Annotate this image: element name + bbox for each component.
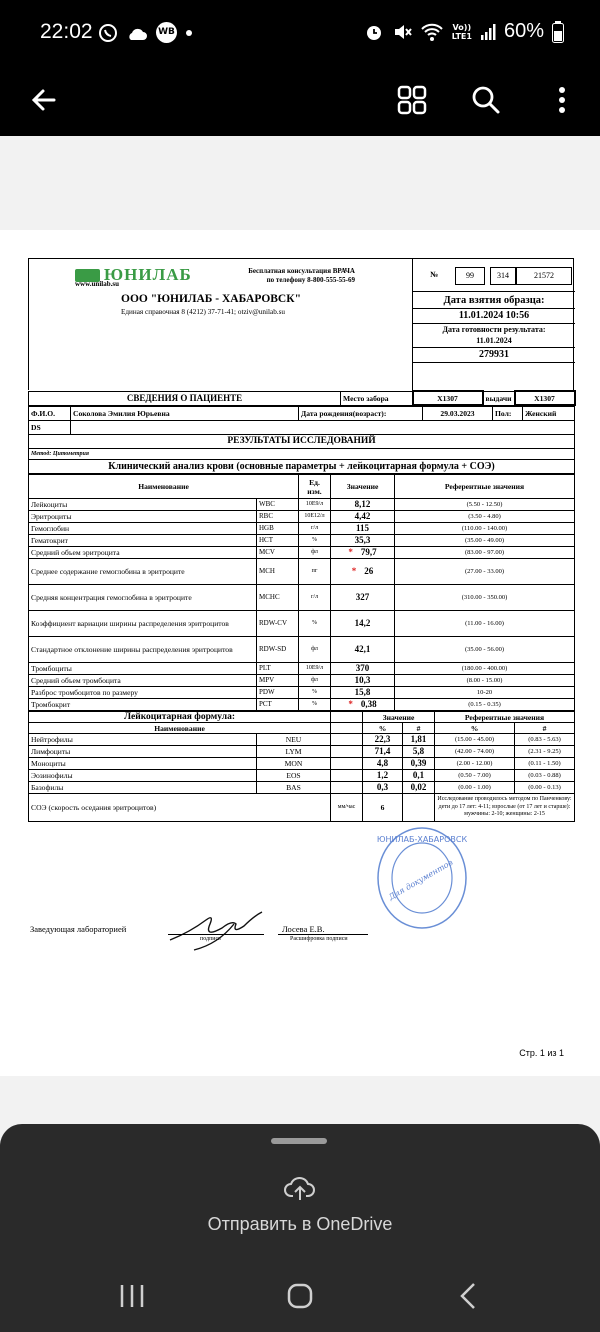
- alarm-icon: [364, 22, 384, 42]
- nav-bar: [0, 1258, 600, 1332]
- battery-icon: [552, 21, 564, 43]
- result-value: 14,2: [354, 618, 371, 628]
- recents-icon[interactable]: [112, 1278, 152, 1314]
- page-number: Стр. 1 из 1: [519, 1048, 564, 1058]
- lab-report: [28, 258, 574, 1058]
- result-row: Гемоглобин HGB г/л 115 (110.00 - 140.00): [29, 523, 575, 535]
- svg-text:ЮНИЛАБ-ХАБАРОВСК: ЮНИЛАБ-ХАБАРОВСК: [376, 835, 468, 844]
- result-row: Средний объем тромбоцита MPV фл 10,3 (8.00 - 15.00): [29, 675, 575, 687]
- leuko-row: Базофилы BAS 0,3 0,02 (0.00 - 1.00) (0.00 - 0.13): [29, 782, 575, 794]
- patient-table: СВЕДЕНИЯ О ПАЦИЕНТЕ Место забора X1307 выдачи X1307: [28, 390, 576, 406]
- mute-icon: [392, 22, 412, 42]
- sample-box: № 99 314 21572 Дата взятия образца: 11.01.2024 10:56 Дата готовности результата: 11.01.2024 279931: [412, 259, 575, 391]
- wifi-icon: [420, 22, 444, 42]
- num3: 21572: [516, 267, 572, 285]
- back-arrow-icon[interactable]: [20, 76, 68, 124]
- clock: 22:02: [40, 20, 93, 43]
- svg-text:Для документов: Для документов: [387, 857, 455, 902]
- handwritten-signature-icon: [164, 898, 264, 958]
- result-value: 327: [355, 592, 370, 602]
- document-page[interactable]: [0, 230, 600, 1076]
- result-value: 4,42: [354, 511, 371, 521]
- abnormal-flag: *: [348, 547, 353, 557]
- leuko-row: Эозинофилы EOS 1,2 0,1 (0.50 - 7.00) (0.03 - 0.88): [29, 770, 575, 782]
- unilab-logo: ЮНИЛАБ: [75, 265, 192, 285]
- result-row: Разброс тромбоцитов по размеру PDW % 15,8 10-20: [29, 687, 575, 699]
- result-row: Среднее содержание гемоглобина в эритроците MCH пг * 26 (27.00 - 33.00): [29, 559, 575, 585]
- result-row: Гематокрит HCT % 35,3 (35.00 - 49.00): [29, 535, 575, 547]
- org-contacts: Единая справочная 8 (4212) 37-71-41; otziv@unilab.su: [121, 308, 285, 316]
- result-row: Коэффициент вариации ширины распределения эритроцитов RDW-CV % 14,2 (11.00 - 16.00): [29, 611, 575, 637]
- barcode-number: 279931: [479, 349, 509, 360]
- analysis-title: Клинический анализ крови (основные параметры + лейкоцитарная формула + СОЭ): [29, 460, 575, 474]
- wb-badge-icon: WB: [156, 22, 177, 43]
- results-header: РЕЗУЛЬТАТЫ ИССЛЕДОВАНИЙ: [29, 435, 575, 449]
- cloud-upload-icon[interactable]: [284, 1174, 316, 1202]
- num1: 99: [455, 267, 485, 285]
- back-icon[interactable]: [448, 1278, 488, 1314]
- result-row: Лейкоциты WBC 10E9/л 8,12 (5.50 - 12.50): [29, 499, 575, 511]
- result-row: Средняя концентрация гемоглобина в эритроците MCHC г/л 327 (310.00 - 350.00): [29, 585, 575, 611]
- leuko-table: Лейкоцитарная формула: Значение Референтные значения Наименование % # % # Нейтрофилы NEU 22,3 1,81 (15.00 - 45.00) (0.83 - 5.63) Лимфоциты LYM 71,4 5,8 (42.00 - 74.00) (2.31 - 9.25) Моноциты MON 4,8 0,39 (2.00 - 12.00) (0.11 - 1.50) Эозинофилы EOS 1,2 0,1 (0.50 - 7.00) (0.03 - 0.88) Базофилы BAS 0,3 0,02 (0.00 - 1.00) (0.00 - 0.13) СОЭ (скорость оседания эритроцитов) мм/час 6 Исследование проводилось методом по Панченкову: дети до 17 лет: 4-11; взрослые (от 17 лет и старше): мужчины: 2-10; женщины: 2-15: [28, 711, 575, 822]
- num2: 314: [490, 267, 516, 285]
- result-value: 0,38: [360, 699, 377, 709]
- results-table: Наименование Ед. изм. Значение Референтные значения Лейкоциты WBC 10E9/л 8,12 (5.50 - 12.50) Эритроциты RBC 10E12/л 4,42 (3.50 - 4.80) Гемоглобин HGB г/л 115 (110.00 - 140.00) Гематокрит HCT % 35,3 (35.00 - 49.00) Средний объем эритроцита MCV фл * 79,7 (83.00 - 97.00) Среднее содержание гемоглобина в эритроците MCH пг * 26 (27.00 - 33.00) Средняя концентрация гемоглобина в эритроците MCHC г/л 327 (310.00 - 350.00) Коэффициент вариации ширины распределения эритроцитов RDW-CV % 14,2 (11.00 - 16.00) Стандартное отклонение ширины распределения эритроцитов RDW-SD фл 42,1 (35.00 - 56.00) Тромбоциты PLT 10E9/л 370 (180.00 - 400.00) Средний объем тромбоцита MPV фл 10,3 (8.00 - 15.00) Разброс тромбоцитов по размеру PDW % 15,8 10-20 Тромбокрит PCT % * 0,38 (0.15 - 0.35): [28, 474, 575, 711]
- result-row: Тромбокрит PCT % * 0,38 (0.15 - 0.35): [29, 699, 575, 711]
- cloud-icon: [126, 25, 148, 41]
- logo-url: www.unilab.su: [75, 280, 119, 288]
- abnormal-flag: *: [348, 699, 353, 709]
- result-value: 15,8: [354, 687, 371, 697]
- search-icon[interactable]: [462, 76, 510, 124]
- consult-text: Бесплатная консультация ВРАЧА по телефону 8-800-555-55-69: [248, 267, 355, 284]
- grid-view-icon[interactable]: [388, 76, 436, 124]
- app-bar: [0, 64, 600, 136]
- leuko-row: Моноциты MON 4,8 0,39 (2.00 - 12.00) (0.11 - 1.50): [29, 758, 575, 770]
- result-value: 370: [355, 663, 370, 673]
- battery-level: 60%: [503, 20, 544, 42]
- soe-value: 6: [363, 794, 403, 822]
- result-value: 79,7: [360, 547, 377, 557]
- result-value: 10,3: [354, 675, 371, 685]
- stamp-icon: [376, 826, 468, 930]
- signature-block: Заведующая лабораторией подпись Лосева Е.В. Расшифровка подписи ЮНИЛАБ-ХАБАРОВСК Для документов: [28, 898, 574, 998]
- lte-indicator: Vo)) LTE1: [451, 22, 472, 41]
- result-value: 26: [364, 566, 374, 576]
- result-value: 115: [355, 523, 369, 533]
- result-value: 42,1: [354, 644, 371, 654]
- head-label: Заведующая лабораторией: [30, 924, 127, 934]
- patient-dob: 29.03.2023: [423, 407, 493, 421]
- result-row: Эритроциты RBC 10E12/л 4,42 (3.50 - 4.80): [29, 511, 575, 523]
- report-header: [28, 258, 574, 390]
- onedrive-button[interactable]: Отправить в OneDrive: [207, 1214, 393, 1234]
- signal-icon: [480, 23, 496, 41]
- sample-date: 11.01.2024 10:56: [458, 310, 530, 321]
- result-value: 8,12: [354, 499, 371, 509]
- status-bar: [0, 0, 600, 64]
- ready-date: 11.01.2024: [476, 336, 512, 345]
- leuko-row: Лимфоциты LYM 71,4 5,8 (42.00 - 74.00) (2.31 - 9.25): [29, 746, 575, 758]
- leuko-row: Нейтрофилы NEU 22,3 1,81 (15.00 - 45.00) (0.83 - 5.63): [29, 734, 575, 746]
- abnormal-flag: *: [351, 566, 357, 576]
- home-icon[interactable]: [280, 1278, 320, 1314]
- org-name: ООО "ЮНИЛАБ - ХАБАРОВСК": [121, 293, 301, 305]
- head-name: Лосева Е.В.: [282, 924, 325, 934]
- patient-name: Соколова Эмилия Юрьевна: [71, 407, 299, 421]
- whatsapp-icon: [98, 23, 118, 43]
- soe-ref: Исследование проводилось методом по Панченкову: дети до 17 лет: 4-11; взрослые (от 17 лет и старше): мужчины: 2-10; женщины: 2-15: [435, 794, 575, 822]
- result-row: Стандартное отклонение ширины распределения эритроцитов RDW-SD фл 42,1 (35.00 - 56.00): [29, 637, 575, 663]
- patient-info: Ф.И.О. Соколова Эмилия Юрьевна Дата рождения(возраст): 29.03.2023 Пол: Женский DS РЕЗУЛЬТАТЫ ИССЛЕДОВАНИЙ Метод: Цитометрия Клинический анализ крови (основные параметры + лейкоцитарная формула + СОЭ): [28, 406, 575, 474]
- patient-sex: Женский: [523, 407, 575, 421]
- result-row: Средний объем эритроцита MCV фл * 79,7 (83.00 - 97.00): [29, 547, 575, 559]
- dot-icon: [185, 29, 193, 37]
- sheet-handle[interactable]: [271, 1138, 327, 1144]
- result-value: 35,3: [354, 535, 371, 545]
- soe-name: СОЭ (скорость оседания эритроцитов): [29, 794, 331, 822]
- result-row: Тромбоциты PLT 10E9/л 370 (180.00 - 400.00): [29, 663, 575, 675]
- more-vert-icon[interactable]: [538, 76, 586, 124]
